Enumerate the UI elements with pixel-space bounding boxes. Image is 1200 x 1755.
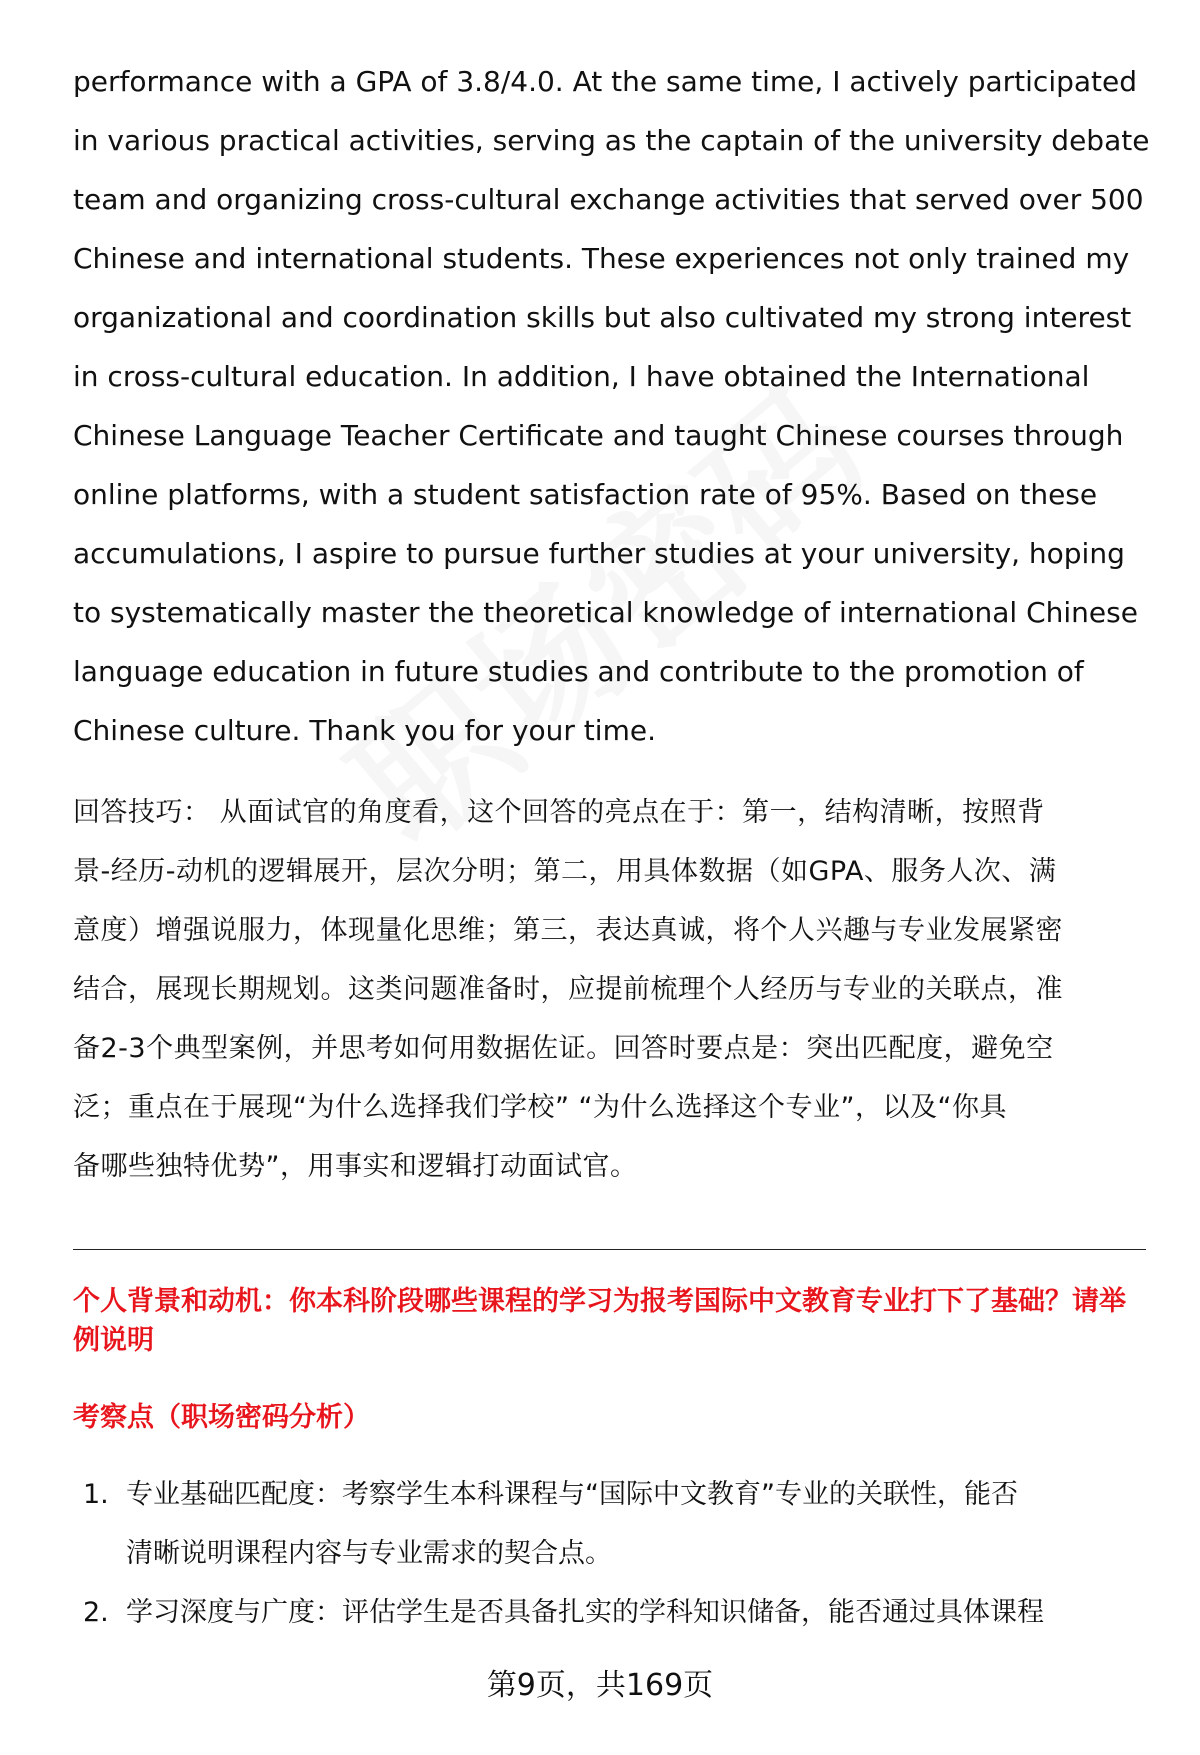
list-number: 2. [83,1597,109,1628]
text-line: 学习深度与广度：评估学生是否具备扎实的学科知识储备，能否通过具体课程 [126,1597,1044,1628]
text-line: language education in future studies and contribute to the promotion of [73,655,1084,688]
text-line: 意度）增强说服力，体现量化思维；第三，表达真诚，将个人兴趣与专业发展紧密 [73,915,1063,946]
text-line: 清晰说明课程内容与专业需求的契合点。 [126,1538,612,1569]
text-line: 景-经历-动机的逻辑展开，层次分明；第二，用具体数据（如GPA、服务人次、满 [73,856,1057,887]
text-line: team and organizing cross-cultural exchange activities that served over 500 [73,183,1144,216]
list-number: 1. [83,1479,109,1510]
divider [73,1249,1146,1250]
text-line: in cross-cultural education. In addition, I have obtained the International [73,360,1090,393]
text-line: 专业基础匹配度：考察学生本科课程与“国际中文教育”专业的关联性，能否 [126,1479,1018,1510]
key-points-list [83,1465,1044,1642]
list-item [83,1465,1044,1583]
question-heading: 个人背景和动机：你本科阶段哪些课程的学习为报考国际中文教育专业打下了基础？请举例说明 [73,1286,1126,1356]
text-line: Chinese Language Teacher Certificate and taught Chinese courses through [73,419,1124,452]
answer-paragraph [73,52,1149,760]
text-line: 回答技巧： 从面试官的角度看，这个回答的亮点在于：第一，结构清晰，按照背 [73,797,1045,828]
text-line: 备2-3个典型案例，并思考如何用数据佐证。回答时要点是：突出匹配度，避免空 [73,1033,1054,1064]
text-line: in various practical activities, serving as the captain of the university debate [73,124,1150,157]
text-line: online platforms, with a student satisfaction rate of 95%. Based on these [73,478,1098,511]
text-line: to systematically master the theoretical knowledge of international Chinese [73,596,1138,629]
page-number: 第9页，共169页 [486,1668,714,1703]
list-item [83,1583,1044,1642]
text-line: 备哪些独特优势”，用事实和逻辑打动面试官。 [73,1151,638,1182]
text-line: organizational and coordination skills but also cultivated my strong interest [73,301,1132,334]
text-line: accumulations, I aspire to pursue further studies at your university, hoping [73,537,1125,570]
key-points-heading: 考察点（职场密码分析） [73,1402,370,1433]
text-line: Chinese and international students. These experiences not only trained my [73,242,1130,275]
text-line: Chinese culture. Thank you for your time. [73,714,656,747]
text-line: 结合，展现长期规划。这类问题准备时，应提前梳理个人经历与专业的关联点，准 [73,974,1063,1005]
text-line: performance with a GPA of 3.8/4.0. At the same time, I actively participated [73,65,1138,98]
text-line: 泛；重点在于展现“为什么选择我们学校” “为什么选择这个专业”，以及“你具 [73,1092,1008,1123]
answer-tips [73,783,1063,1196]
